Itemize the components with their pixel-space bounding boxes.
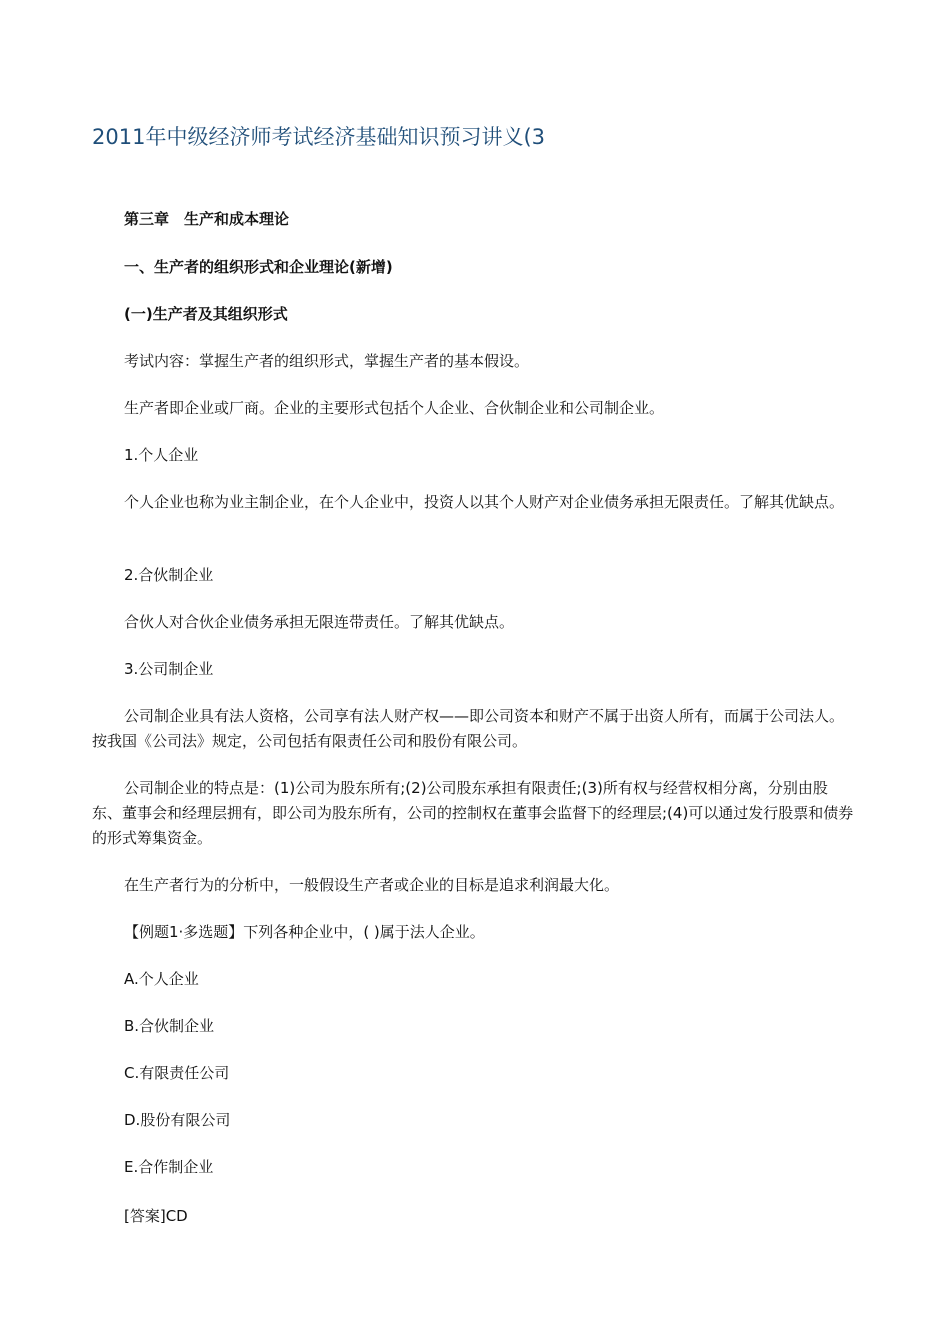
exam-content-paragraph: 考试内容：掌握生产者的组织形式，掌握生产者的基本假设。 xyxy=(124,352,530,370)
item-3-features: 公司制企业的特点是：(1)公司为股东所有;(2)公司股东承担有限责任;(3)所有权与经营权相分离，分别由股东、董事会和经理层拥有，即公司为股东所有，公司的控制权在董事会监督下的经理层;(4)可以通过发行股票和债券的形式筹集资金。 xyxy=(92,779,854,847)
item-3-title: 3.公司制企业 xyxy=(124,660,214,678)
option-c: C.有限责任公司 xyxy=(124,1064,230,1082)
section-heading: 一、生产者的组织形式和企业理论(新增) xyxy=(124,258,393,276)
chapter-heading: 第三章 生产和成本理论 xyxy=(124,210,290,228)
option-d: D.股份有限公司 xyxy=(124,1111,231,1129)
intro-paragraph: 生产者即企业或厂商。企业的主要形式包括个人企业、合伙制企业和公司制企业。 xyxy=(124,399,665,417)
item-2-title: 2.合伙制企业 xyxy=(124,566,214,584)
assumption-paragraph: 在生产者行为的分析中，一般假设生产者或企业的目标是追求利润最大化。 xyxy=(124,876,620,894)
option-b: B.合伙制企业 xyxy=(124,1017,215,1035)
item-2-body: 合伙人对合伙企业债务承担无限连带责任。了解其优缺点。 xyxy=(124,613,515,631)
document-title: 2011年中级经济师考试经济基础知识预习讲义(3 xyxy=(92,125,545,149)
item-1-title: 1.个人企业 xyxy=(124,446,199,464)
answer: [答案]CD xyxy=(124,1207,188,1225)
item-3-body: 公司制企业具有法人资格，公司享有法人财产权——即公司资本和财产不属于出资人所有，而属于公司法人。按我国《公司法》规定，公司包括有限责任公司和股份有限公司。 xyxy=(92,707,845,750)
example-question: 【例题1·多选题】下列各种企业中，( )属于法人企业。 xyxy=(124,923,485,941)
item-1-body: 个人企业也称为业主制企业，在个人企业中，投资人以其个人财产对企业债务承担无限责任。了解其优缺点。 xyxy=(124,493,845,511)
option-a: A.个人企业 xyxy=(124,970,199,988)
subsection-heading: (一)生产者及其组织形式 xyxy=(124,305,288,323)
option-e: E.合作制企业 xyxy=(124,1158,214,1176)
